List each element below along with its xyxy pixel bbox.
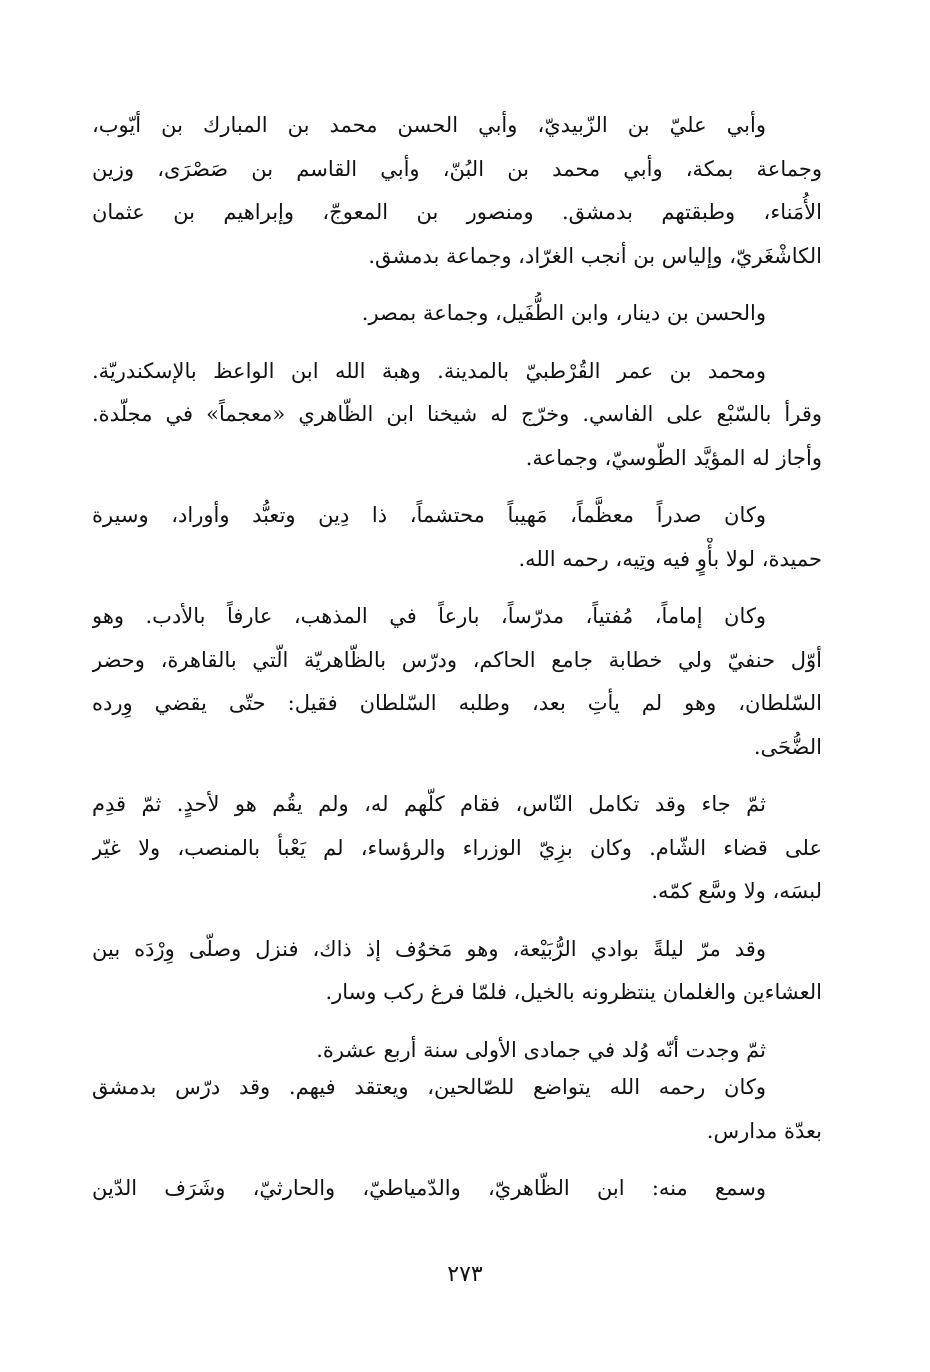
text-line: وكان رحمه الله يتواضع للصّالحين، ويعتقد فيهم. وقد درّس بدمشق <box>92 1075 766 1099</box>
text-line: وسمع منه: ابن الظّاهريّ، والدّمياطيّ، والحارثيّ، وشَرَف الدّين <box>92 1176 766 1200</box>
page-number: ٢٧٣ <box>447 1262 483 1287</box>
text-line: وقد مرّ ليلةً بوادي الرُّبَيْعة، وهو مَخوُف إذ ذاك، فنزل وصلّى وِرْدَه بين <box>92 936 766 961</box>
text-line: وجماعة بمكة، وأبي محمد بن البُنّ، وأبي القاسم بن صَصْرَى، وزين <box>92 156 822 181</box>
text-line: ثمّ جاء وقد تكامل النّاس، فقام كلّهم له، ولم يقُم هو لأحدٍ. ثمّ قدِم <box>92 792 766 816</box>
paragraph-2 <box>92 292 822 336</box>
text-line: وكان صدراً معظَّماً، مَهيباً محتشماً، ذا دِين وتعبُّد وأوراد، وسيرة <box>92 503 766 527</box>
paragraph-1 <box>92 104 822 278</box>
text-line: حميدة، لولا بأْوٍ فيه وتِيه، رحمه الله. <box>518 546 822 571</box>
text-line: الأُمَناء، وطبقتهم بدمشق. ومنصور بن المعوجّ، وإبراهيم بن عثمان <box>92 200 822 224</box>
text-line: بعدّة مدارس. <box>706 1118 822 1143</box>
text-line: والحسن بن دينار، وابن الطُّفَيل، وجماعة بمصر. <box>361 301 766 325</box>
text-line: السّلطان، وهو لم يأتِ بعد، وطلبه السّلطان فقيل: حتّى يقضي وِرده <box>92 691 822 715</box>
text-line: وكان إماماً، مُفتياً، مدرّساً، بارعاً في المذهب، عارفاً بالأدب. وهو <box>92 604 766 628</box>
text-line: على قضاء الشّام. وكان بزِيّ الوزراء والرؤساء، لم يَعْبأ بالمنصب، ولا غيّر <box>92 835 822 860</box>
paragraph-5 <box>92 595 822 769</box>
text-line: أوّل حنفيّ ولي خطابة جامع الحاكم، ودرّس بالظّاهريّة الّتي بالقاهرة، وحضر <box>92 647 822 672</box>
text-line: الكاشْغَريّ، وإلياس بن أنجب الغرّاد، وجماعة بدمشق. <box>368 243 822 268</box>
paragraph-8 <box>92 1029 822 1154</box>
paragraph-7 <box>92 928 822 1015</box>
paragraph-4 <box>92 494 822 581</box>
text-line: ومحمد بن عمر القُرْطبيّ بالمدينة. وهبة الله ابن الواعظ بالإسكندريّة. <box>92 358 766 383</box>
page-body <box>92 104 822 1225</box>
text-line: الضُّحَى. <box>753 734 822 759</box>
text-line: العشاءين والغلمان ينتظرونه بالخيل، فلمّا فرغ ركب وسار. <box>325 980 822 1004</box>
text-line: ثمّ وجدت أنّه وُلد في جمادى الأولى سنة أربع عشرة. <box>316 1037 766 1062</box>
text-line: وقرأ بالسّبْع على الفاسي. وخرّج له شيخنا ابن الظّاهري «معجماً» في مجلّدة. <box>92 402 822 426</box>
text-line: وأبي عليّ بن الزّبيديّ، وأبي الحسن محمد بن المبارك بن أيّوب، <box>92 113 766 137</box>
text-line: وأجاز له المؤيَّد الطّوسيّ، وجماعة. <box>525 445 822 470</box>
text-line: لبسَه، ولا وسَّع كمّه. <box>651 879 822 903</box>
paragraph-3 <box>92 350 822 481</box>
paragraph-6 <box>92 783 822 914</box>
paragraph-9 <box>92 1167 822 1211</box>
